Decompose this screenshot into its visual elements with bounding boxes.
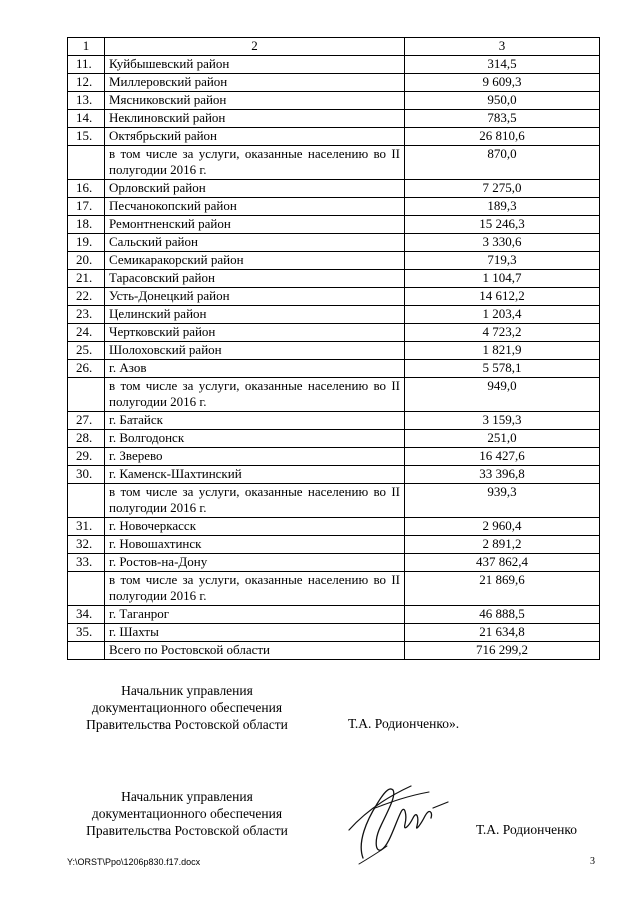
row-amount-cell: 716 299,2 [405,642,600,660]
row-amount-cell: 783,5 [405,110,600,128]
row-name-cell: Орловский район [105,180,405,198]
row-amount-cell: 46 888,5 [405,606,600,624]
row-number-cell: 24. [68,324,105,342]
row-amount-cell: 3 159,3 [405,412,600,430]
handwritten-signature [345,772,450,867]
row-amount-cell: 14 612,2 [405,288,600,306]
signature-block-2 [67,788,307,839]
file-path-footer: Y:\ORST\Ppo\1206p830.f17.docx [67,857,201,867]
row-name-cell: г. Ростов-на-Дону [105,554,405,572]
row-name-cell: Семикаракорский район [105,252,405,270]
row-name-cell: г. Зверево [105,448,405,466]
row-amount-cell: 7 275,0 [405,180,600,198]
table-row [68,554,600,572]
row-amount-cell: 9 609,3 [405,74,600,92]
table-header-row [68,38,600,56]
row-number-cell: 28. [68,430,105,448]
table-row [68,536,600,554]
row-amount-cell: 1 104,7 [405,270,600,288]
row-number-cell: 12. [68,74,105,92]
row-name-cell: Октябрьский район [105,128,405,146]
row-name-cell: в том числе за услуги, оказанные населению во II полугодии 2016 г. [105,378,405,412]
table-body [68,38,600,660]
row-number-cell [68,572,105,606]
row-name-cell: в том числе за услуги, оказанные населению во II полугодии 2016 г. [105,484,405,518]
table-row [68,448,600,466]
row-number-cell: 33. [68,554,105,572]
row-name-cell: Песчанокопский район [105,198,405,216]
row-amount-cell: 5 578,1 [405,360,600,378]
row-number-cell: 20. [68,252,105,270]
header-cell-1: 1 [68,38,105,56]
signatory-name-2: Т.А. Родионченко [476,822,577,837]
table-row [68,180,600,198]
table-row [68,306,600,324]
row-amount-cell: 949,0 [405,378,600,412]
signatory-title-line-3: Правительства Ростовской области [86,823,288,838]
table-row [68,624,600,642]
row-amount-cell: 189,3 [405,198,600,216]
row-amount-cell: 1 203,4 [405,306,600,324]
table-row [68,252,600,270]
table-row [68,324,600,342]
signature-block-1 [67,682,307,733]
table-row [68,378,600,412]
row-amount-cell: 21 869,6 [405,572,600,606]
signatory-title-line-2: документационного обеспечения [91,700,283,715]
table-row [68,412,600,430]
row-number-cell: 35. [68,624,105,642]
row-number-cell [68,642,105,660]
row-number-cell: 32. [68,536,105,554]
row-name-cell: Мясниковский район [105,92,405,110]
table-row [68,484,600,518]
row-amount-cell: 719,3 [405,252,600,270]
header-cell-2: 2 [105,38,405,56]
table-row [68,146,600,180]
row-name-cell: Сальский район [105,234,405,252]
row-amount-cell: 314,5 [405,56,600,74]
row-name-cell: г. Новошахтинск [105,536,405,554]
row-name-cell: г. Шахты [105,624,405,642]
row-number-cell: 13. [68,92,105,110]
signatory-title-line-3: Правительства Ростовской области [86,717,288,732]
row-name-cell: Неклиновский район [105,110,405,128]
table-row [68,92,600,110]
table-row [68,198,600,216]
row-number-cell: 34. [68,606,105,624]
row-name-cell: Тарасовский район [105,270,405,288]
row-amount-cell: 870,0 [405,146,600,180]
row-number-cell: 27. [68,412,105,430]
table-row [68,360,600,378]
row-number-cell [68,484,105,518]
budget-table [67,37,600,660]
table-row [68,128,600,146]
table-row [68,606,600,624]
row-number-cell: 21. [68,270,105,288]
table-row [68,466,600,484]
row-number-cell [68,378,105,412]
row-amount-cell: 3 330,6 [405,234,600,252]
row-number-cell: 26. [68,360,105,378]
row-number-cell: 31. [68,518,105,536]
row-name-cell: Целинский район [105,306,405,324]
table-row [68,110,600,128]
row-amount-cell: 16 427,6 [405,448,600,466]
row-name-cell: г. Батайск [105,412,405,430]
row-name-cell: г. Волгодонск [105,430,405,448]
row-number-cell [68,146,105,180]
row-amount-cell: 21 634,8 [405,624,600,642]
row-name-cell: Усть-Донецкий район [105,288,405,306]
row-name-cell: г. Азов [105,360,405,378]
header-cell-3: 3 [405,38,600,56]
row-name-cell: г. Каменск-Шахтинский [105,466,405,484]
row-number-cell: 22. [68,288,105,306]
row-number-cell: 16. [68,180,105,198]
table-row [68,56,600,74]
row-number-cell: 19. [68,234,105,252]
signatory-title-line-2: документационного обеспечения [91,806,283,821]
page-number: 3 [590,856,595,867]
row-name-cell: Ремонтненский район [105,216,405,234]
table-row [68,288,600,306]
row-name-cell: г. Новочеркасск [105,518,405,536]
row-amount-cell: 4 723,2 [405,324,600,342]
row-name-cell: в том числе за услуги, оказанные населению во II полугодии 2016 г. [105,146,405,180]
signatory-name-1: Т.А. Родионченко». [348,716,460,731]
row-amount-cell: 251,0 [405,430,600,448]
row-amount-cell: 26 810,6 [405,128,600,146]
row-amount-cell: 939,3 [405,484,600,518]
row-number-cell: 30. [68,466,105,484]
row-amount-cell: 2 891,2 [405,536,600,554]
signatory-title-line-1: Начальник управления [121,683,253,698]
row-number-cell: 15. [68,128,105,146]
row-name-cell: г. Таганрог [105,606,405,624]
row-number-cell: 17. [68,198,105,216]
row-number-cell: 18. [68,216,105,234]
table-row [68,518,600,536]
row-amount-cell: 1 821,9 [405,342,600,360]
table-row [68,642,600,660]
row-number-cell: 11. [68,56,105,74]
row-number-cell: 29. [68,448,105,466]
table-row [68,270,600,288]
table-row [68,430,600,448]
row-name-cell: в том числе за услуги, оказанные населению во II полугодии 2016 г. [105,572,405,606]
row-name-cell: Шолоховский район [105,342,405,360]
row-amount-cell: 2 960,4 [405,518,600,536]
row-name-cell: Чертковский район [105,324,405,342]
row-amount-cell: 33 396,8 [405,466,600,484]
row-number-cell: 25. [68,342,105,360]
table-row [68,342,600,360]
row-amount-cell: 437 862,4 [405,554,600,572]
signatory-title-line-1: Начальник управления [121,789,253,804]
row-number-cell: 14. [68,110,105,128]
table-row [68,572,600,606]
table-row [68,216,600,234]
row-name-cell: Куйбышевский район [105,56,405,74]
row-number-cell: 23. [68,306,105,324]
row-name-cell: Всего по Ростовской области [105,642,405,660]
row-name-cell: Миллеровский район [105,74,405,92]
table-row [68,234,600,252]
row-amount-cell: 950,0 [405,92,600,110]
row-amount-cell: 15 246,3 [405,216,600,234]
table-row [68,74,600,92]
